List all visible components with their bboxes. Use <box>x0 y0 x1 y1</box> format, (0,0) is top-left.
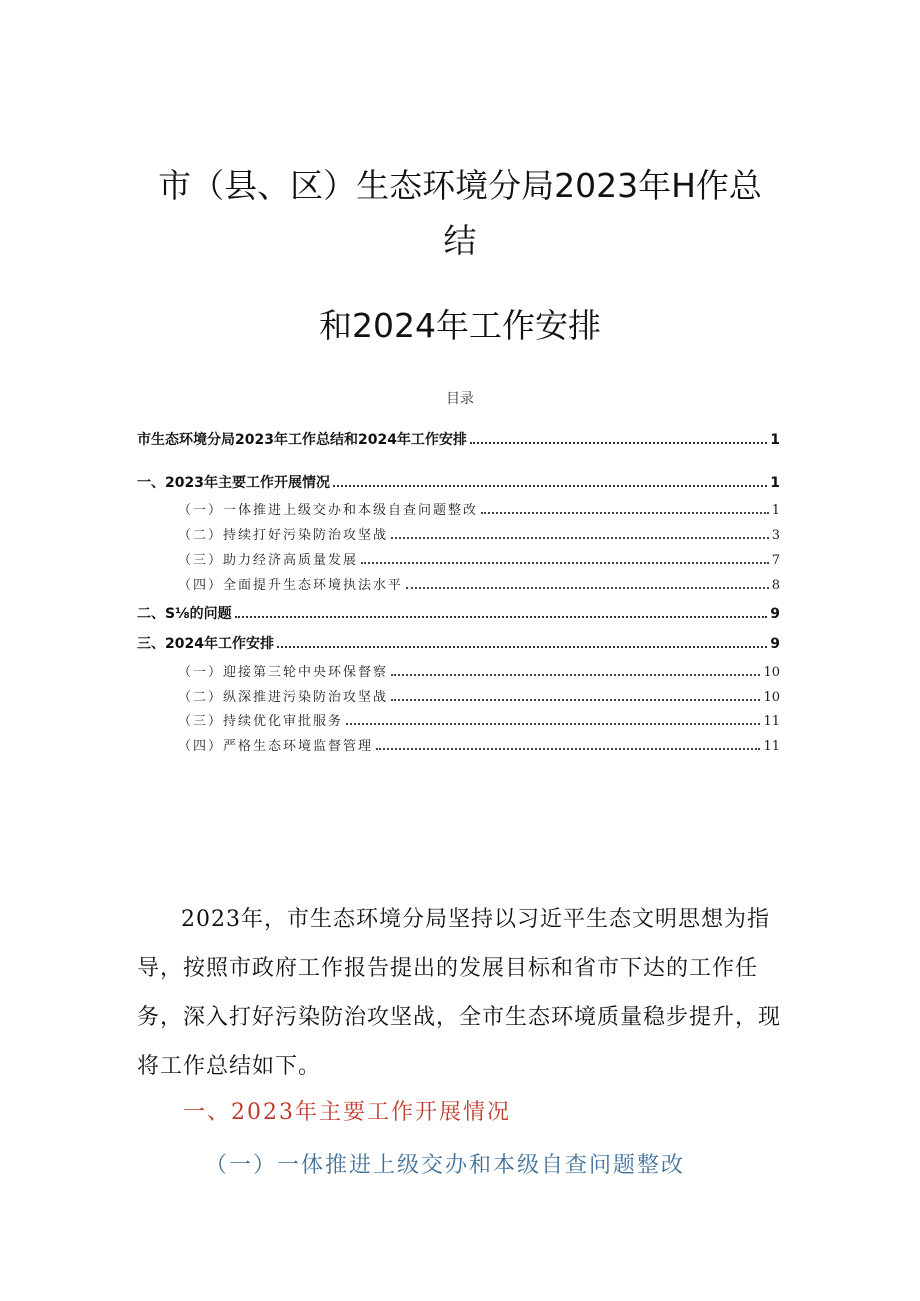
document-title-line-1: 市（县、区）生态环境分局2023年H作总 <box>158 166 762 205</box>
section-heading: 一、2023年主要工作开展情况 <box>183 1100 511 1125</box>
toc-entry-text: （三）持续优化审批服务 <box>178 714 344 729</box>
toc-entry-page: 1 <box>771 503 780 518</box>
toc-leader-dots <box>346 723 760 725</box>
toc-entry-text: （三）助力经济高质量发展 <box>178 553 359 568</box>
toc-entry-text: （四）严格生态环境监督管理 <box>178 739 374 754</box>
document-title-line-2: 结 <box>443 221 477 260</box>
toc-entry-page: 7 <box>771 553 780 568</box>
toc-entry[interactable] <box>137 472 780 492</box>
toc-entry-text: （一）一体推进上级交办和本级自查问题整改 <box>178 503 479 518</box>
toc-entry-text: （一）迎接第三轮中央环保督察 <box>178 665 389 680</box>
toc-heading: 目录 <box>446 391 474 407</box>
toc-leader-dots <box>333 485 767 487</box>
toc-leader-dots <box>406 587 769 589</box>
toc-entry[interactable] <box>178 549 780 568</box>
toc-entry[interactable] <box>178 661 780 680</box>
toc-entry-page: 9 <box>770 636 780 652</box>
toc-entry-page: 8 <box>771 578 780 593</box>
toc-entry-text: 三、2024年工作安排 <box>137 636 274 652</box>
toc-entry-text: （二）纵深推进污染防治攻坚战 <box>178 690 389 705</box>
toc-entry[interactable] <box>178 499 780 518</box>
toc-entry-text: 一、2023年主要工作开展情况 <box>137 475 330 491</box>
toc-entry[interactable] <box>178 686 780 705</box>
toc-entry-text: （四）全面提升生态环境执法水平 <box>178 578 404 593</box>
toc-entry-page: 1 <box>770 475 780 491</box>
toc-entry[interactable] <box>137 633 780 653</box>
toc-leader-dots <box>235 616 768 618</box>
toc-entry-page: 3 <box>771 528 780 543</box>
toc-leader-dots <box>391 674 760 676</box>
toc-entry[interactable] <box>178 574 780 593</box>
toc-entry-page: 10 <box>763 690 780 705</box>
toc-entry[interactable] <box>178 735 780 754</box>
toc-leader-dots <box>470 442 767 444</box>
toc-leader-dots <box>391 537 769 539</box>
toc-leader-dots <box>391 699 760 701</box>
toc-entry-text: 二、S⅛的问题 <box>137 606 232 622</box>
toc-entry[interactable] <box>178 524 780 543</box>
subsection-heading: （一）一体推进上级交办和本级自查问题整改 <box>205 1153 686 1178</box>
toc-entry[interactable] <box>178 710 780 729</box>
toc-entry-page: 11 <box>763 714 780 729</box>
toc-entry-page: 10 <box>763 665 780 680</box>
toc-leader-dots <box>361 562 769 564</box>
toc-leader-dots <box>277 646 767 648</box>
toc-entry-page: 9 <box>770 606 780 622</box>
toc-entry[interactable] <box>137 429 780 449</box>
toc-entry-text: 市生态环境分局2023年工作总结和2024年工作安排 <box>137 432 467 448</box>
toc-entry-page: 1 <box>770 432 780 448</box>
toc-entry-text: （二）持续打好污染防治攻坚战 <box>178 528 389 543</box>
toc-leader-dots <box>481 512 769 514</box>
toc-entry[interactable] <box>137 603 780 623</box>
intro-paragraph: 2023年，市生态环境分局坚持以习近平生态文明思想为指导，按照市政府工作报告提出的发展目标和省市下达的工作任务，深入打好污染防治攻坚战，全市生态环境质量稳步提升，现将工作总结如下。 <box>137 907 782 1079</box>
document-title-line-3: 和2024年工作安排 <box>319 306 601 345</box>
toc-entry-page: 11 <box>763 739 780 754</box>
toc-leader-dots <box>376 748 760 750</box>
